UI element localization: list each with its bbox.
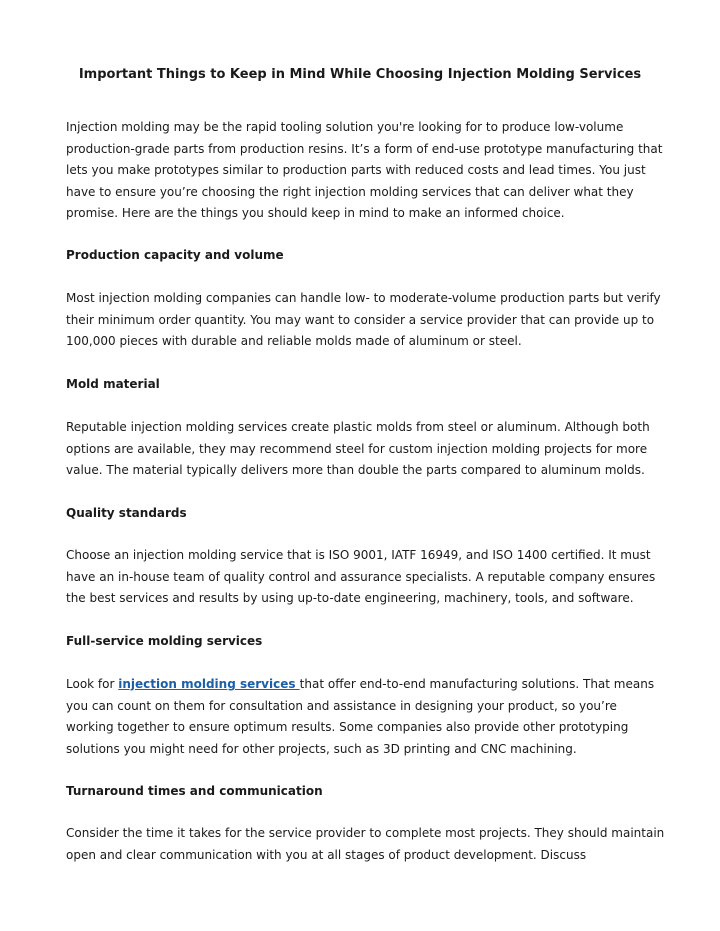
paragraph-mold-material: Reputable injection molding services create plastic molds from steel or aluminum. Although both options are available, they may recommend steel for custom injection molding projects for more value. The material typically delivers more than double the parts compared to aluminum molds. (66, 420, 650, 478)
paragraph-quality-standards: Choose an injection molding service that is ISO 9001, IATF 16949, and ISO 1400 certified. It must have an in-house team of quality control and assurance specialists. A reputable company ensures the best services and results by using up-to-date engineering, machinery, tools, and software. (66, 548, 656, 606)
heading-full-service: Full-service molding services (66, 634, 263, 648)
heading-turnaround: Turnaround times and communication (66, 784, 323, 798)
intro-paragraph: Injection molding may be the rapid tooling solution you're looking for to produce low-volume production-grade parts from production resins. It’s a form of end-use prototype manufacturing that lets you make prototypes similar to production parts with reduced costs and lead times. You just have to ensure you’re choosing the right injection molding services that can deliver what they promise. Here are the things you should keep in mind to make an informed choice. (66, 120, 663, 221)
document-title: Important Things to Keep in Mind While Choosing Injection Molding Services (78, 67, 642, 82)
heading-quality-standards: Quality standards (66, 506, 187, 520)
heading-production-capacity: Production capacity and volume (66, 248, 284, 262)
heading-mold-material: Mold material (66, 377, 160, 391)
paragraph-turnaround: Consider the time it takes for the service provider to complete most projects. They should maintain open and clear communication with you at all stages of product development. Discuss (66, 826, 665, 862)
paragraph-full-service (66, 674, 666, 760)
paragraph-full-service-rest: that offer end-to-end manufacturing solutions. That means you can count on them for consultation and assistance in designing your product, so you’re working together to ensure optimum results. Some companies also provide other prototyping solutions you might need for other projects, such as 3D printing and CNC machining. (66, 677, 655, 756)
injection-molding-services-link[interactable]: injection molding services (118, 677, 300, 691)
paragraph-full-service-lead: Look for (66, 677, 119, 691)
paragraph-production-capacity: Most injection molding companies can handle low- to moderate-volume production parts but verify their minimum order quantity. You may want to consider a service provider that can provide up to 100,000 pieces with durable and reliable molds made of aluminum or steel. (66, 291, 661, 349)
